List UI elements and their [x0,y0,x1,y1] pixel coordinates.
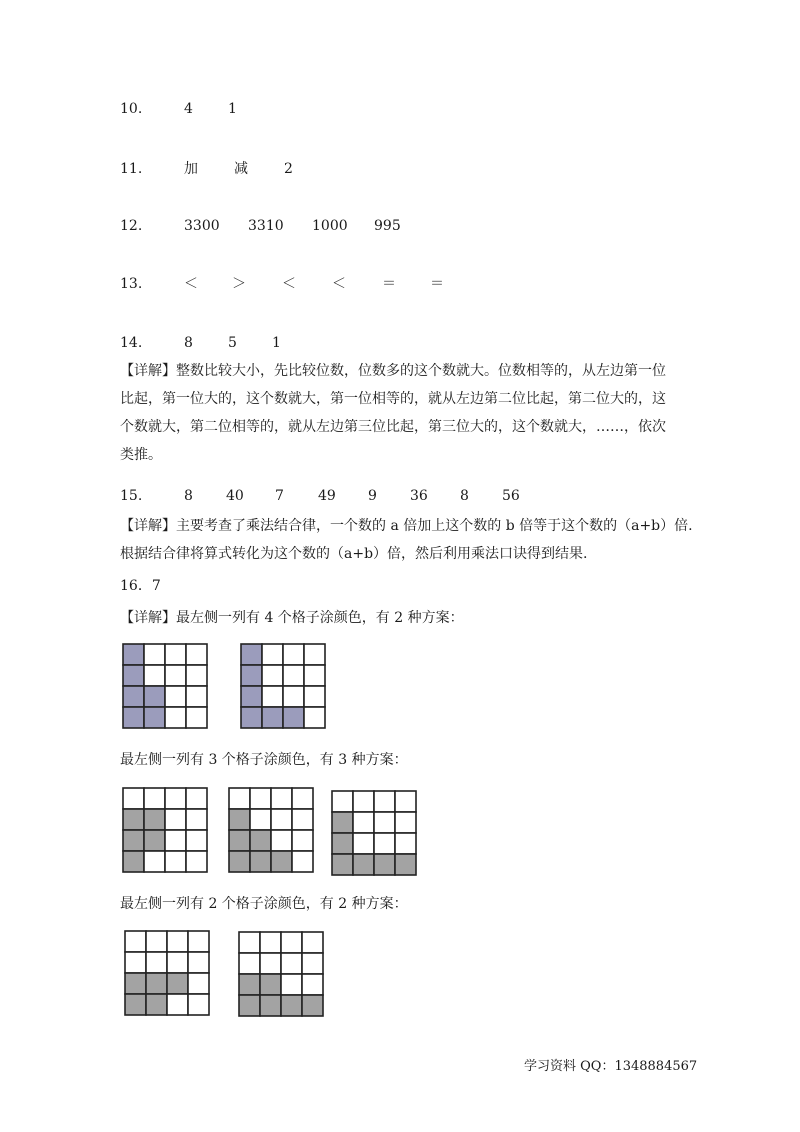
grid-cell-shaded [125,973,146,994]
coloring-grid-3c [331,790,417,880]
grid-cell-empty [186,644,207,665]
grid-cell-empty [262,665,283,686]
grid-cell-empty [125,952,146,973]
grid-cell-empty [125,931,146,952]
grid-cell-empty [283,686,304,707]
grid-cell-shaded [250,830,271,851]
grid-cell-shaded [123,809,144,830]
grid-cell-empty [281,953,302,974]
grid-cell-empty [165,665,186,686]
grid-cell-empty [165,707,186,728]
answer-value: ＝ [382,276,396,292]
caption-3-cells: 最左侧一列有 3 个格子涂颜色，有 3 种方案： [120,752,408,768]
answer-value: 8 [184,488,193,504]
grid-cell-shaded [146,994,167,1015]
coloring-grid-4b [240,643,326,733]
grid-cell-empty [165,644,186,665]
caption-2-cells: 最左侧一列有 2 个格子涂颜色，有 2 种方案： [120,896,408,912]
grid-cell-empty [283,665,304,686]
grid-cell-empty [292,788,313,809]
answer-value: 1000 [312,218,348,234]
grid-cell-shaded [374,854,395,875]
grid-cell-empty [302,953,323,974]
grid-cell-empty [188,952,209,973]
grid-cell-empty [186,686,207,707]
grid-cell-shaded [353,854,374,875]
grid-cell-shaded [332,833,353,854]
answer-value: 9 [368,488,377,504]
grid-cell-empty [395,833,416,854]
answer-value: ＜ [282,276,296,292]
grid-cell-empty [144,665,165,686]
grid-cell-empty [144,644,165,665]
grid-cell-shaded [250,851,271,872]
grid-cell-empty [165,809,186,830]
grid-cell-shaded [123,707,144,728]
grid-cell-shaded [260,974,281,995]
detail-14-line: 类推。 [120,447,162,463]
grid-cell-empty [165,686,186,707]
grid-cell-shaded [332,812,353,833]
answer-value: 5 [228,335,237,351]
question-number: 12. [120,218,143,234]
coloring-grid-2a [124,930,210,1020]
answer-value: 36 [410,488,428,504]
grid-cell-empty [271,788,292,809]
grid-cell-empty [292,830,313,851]
grid-cell-empty [262,686,283,707]
grid-svg [238,931,324,1017]
grid-cell-empty [395,791,416,812]
question-number: 15. [120,488,143,504]
answer-value: 1 [228,101,237,117]
grid-cell-empty [167,952,188,973]
grid-cell-empty [292,851,313,872]
grid-cell-shaded [229,809,250,830]
grid-cell-empty [188,931,209,952]
grid-cell-empty [146,931,167,952]
grid-cell-shaded [144,830,165,851]
coloring-grid-3a [122,787,208,877]
grid-cell-shaded [167,973,188,994]
detail-16: 【详解】最左侧一列有 4 个格子涂颜色，有 2 种方案： [120,610,464,626]
grid-cell-empty [186,788,207,809]
detail-14-line: 个数就大，第二位相等的，就从左边第三位比起，第三位大的，这个数就大，……，依次 [120,419,666,435]
grid-cell-shaded [332,854,353,875]
grid-cell-empty [167,931,188,952]
question-number: 10. [120,101,143,117]
detail-14-line: 比起，第一位大的，这个数就大，第一位相等的，就从左边第二位比起，第二位大的，这 [120,391,666,407]
grid-cell-shaded [262,707,283,728]
grid-svg [331,790,417,876]
grid-cell-empty [304,644,325,665]
grid-cell-empty [260,953,281,974]
grid-cell-shaded [146,973,167,994]
grid-cell-empty [239,953,260,974]
grid-cell-shaded [302,995,323,1016]
grid-svg [122,643,208,729]
grid-cell-shaded [123,665,144,686]
grid-cell-empty [292,809,313,830]
grid-cell-shaded [144,707,165,728]
grid-svg [124,930,210,1016]
grid-cell-empty [250,788,271,809]
answer-value: 56 [502,488,520,504]
answer-value: 减 [234,161,248,177]
grid-cell-shaded [239,974,260,995]
answer-value: ＝ [430,276,444,292]
grid-cell-shaded [241,665,262,686]
grid-cell-empty [353,791,374,812]
grid-cell-empty [144,851,165,872]
answer-value: ＜ [332,276,346,292]
grid-cell-empty [146,952,167,973]
grid-cell-shaded [123,644,144,665]
grid-cell-empty [229,788,250,809]
grid-cell-empty [374,791,395,812]
detail-14-line: 【详解】整数比较大小，先比较位数，位数多的这个数就大。位数相等的，从左边第一位 [120,363,666,379]
answer-value: 7 [275,488,284,504]
grid-cell-empty [304,665,325,686]
grid-cell-empty [302,974,323,995]
grid-svg [122,787,208,873]
grid-cell-empty [281,974,302,995]
grid-cell-empty [304,707,325,728]
answer-value: 49 [318,488,336,504]
grid-cell-empty [260,932,281,953]
grid-cell-empty [186,665,207,686]
grid-svg [228,787,314,873]
answer-value: 3300 [184,218,220,234]
grid-cell-empty [353,833,374,854]
grid-cell-shaded [241,707,262,728]
grid-cell-empty [186,851,207,872]
grid-cell-empty [374,833,395,854]
grid-cell-shaded [144,809,165,830]
grid-cell-shaded [395,854,416,875]
grid-cell-empty [353,812,374,833]
grid-cell-empty [165,851,186,872]
grid-cell-empty [167,994,188,1015]
grid-cell-empty [186,707,207,728]
answer-value: 8 [184,335,193,351]
answer-value: 加 [184,161,198,177]
grid-cell-empty [188,994,209,1015]
answer-value: 4 [184,101,193,117]
answer-value: 8 [460,488,469,504]
question-number: 14. [120,335,143,351]
grid-cell-shaded [125,994,146,1015]
grid-cell-shaded [229,830,250,851]
grid-svg [240,643,326,729]
grid-cell-shaded [123,686,144,707]
grid-cell-shaded [283,707,304,728]
grid-cell-empty [123,788,144,809]
grid-cell-shaded [123,830,144,851]
grid-cell-empty [281,932,302,953]
grid-cell-shaded [271,851,292,872]
answer-value: 1 [272,335,281,351]
grid-cell-empty [283,644,304,665]
q16-answer: 16．7 [120,578,161,594]
grid-cell-empty [186,830,207,851]
answer-value: 995 [374,218,401,234]
grid-cell-empty [250,809,271,830]
grid-cell-shaded [239,995,260,1016]
detail-14 [120,357,700,469]
question-number: 13. [120,276,143,292]
grid-cell-empty [271,809,292,830]
grid-cell-shaded [260,995,281,1016]
coloring-grid-2b [238,931,324,1021]
answer-value: 2 [284,161,293,177]
grid-cell-empty [271,830,292,851]
grid-cell-empty [395,812,416,833]
coloring-grid-3b [228,787,314,877]
answer-value: ＜ [184,276,198,292]
answer-value: 3310 [248,218,284,234]
detail-15 [120,512,700,568]
grid-cell-shaded [281,995,302,1016]
footer-qq: 学习资料 QQ：1348884567 [524,1059,698,1074]
grid-cell-shaded [144,686,165,707]
grid-cell-empty [186,809,207,830]
question-number: 11. [120,161,143,177]
grid-cell-empty [144,788,165,809]
answer-value: 40 [226,488,244,504]
grid-cell-empty [304,686,325,707]
coloring-grid-4a [122,643,208,733]
detail-15-line: 根据结合律将算式转化为这个数的（a+b）倍，然后利用乘法口诀得到结果. [120,546,588,562]
grid-cell-empty [165,788,186,809]
grid-cell-empty [239,932,260,953]
grid-cell-shaded [229,851,250,872]
grid-cell-shaded [241,644,262,665]
grid-cell-empty [332,791,353,812]
grid-cell-empty [374,812,395,833]
grid-cell-empty [262,644,283,665]
grid-cell-shaded [123,851,144,872]
detail-15-line: 【详解】主要考查了乘法结合律，一个数的 a 倍加上这个数的 b 倍等于这个数的（a+b）倍. [120,518,693,534]
grid-cell-empty [188,973,209,994]
grid-cell-empty [165,830,186,851]
grid-cell-shaded [241,686,262,707]
answer-value: ＞ [232,276,246,292]
grid-cell-empty [302,932,323,953]
